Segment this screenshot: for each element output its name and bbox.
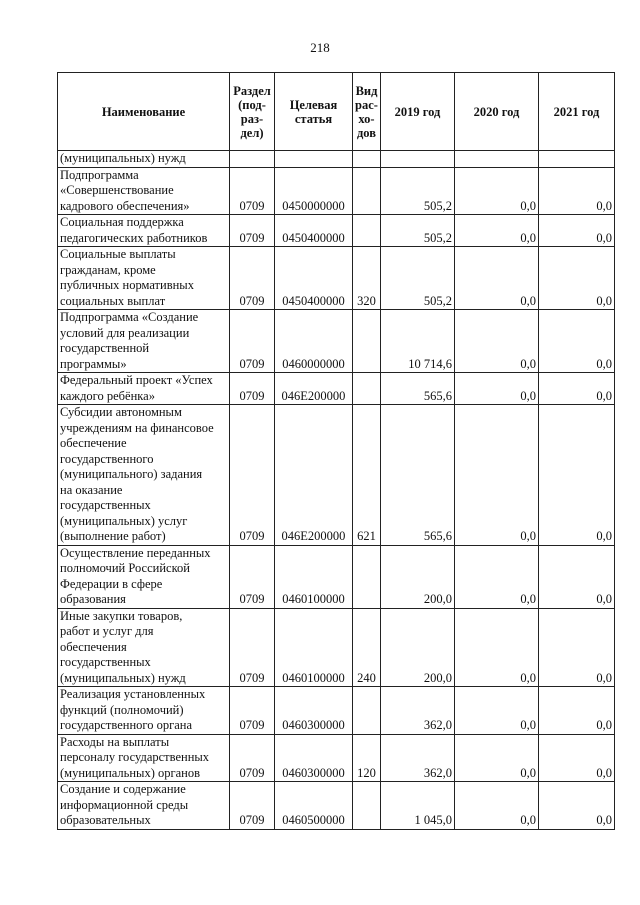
cell-y2019: 565,6 bbox=[381, 405, 455, 546]
cell-name: Субсидии автономным учреждениям на финансовое обеспечение государственного (муниципального) задания на оказание государственных (муниципальных) услуг (выполнение работ) bbox=[58, 405, 230, 546]
cell-section: 0709 bbox=[230, 545, 275, 608]
cell-y2020: 0,0 bbox=[455, 373, 539, 405]
header-2020: 2020 год bbox=[455, 73, 539, 151]
cell-kind bbox=[353, 310, 381, 373]
cell-name: Социальная поддержка педагогических работников bbox=[58, 215, 230, 247]
header-name: Наименование bbox=[58, 73, 230, 151]
header-row bbox=[58, 73, 615, 151]
cell-target: 0460300000 bbox=[275, 734, 353, 782]
cell-section: 0709 bbox=[230, 373, 275, 405]
table-row bbox=[58, 608, 615, 687]
cell-kind: 240 bbox=[353, 608, 381, 687]
cell-y2021: 0,0 bbox=[539, 405, 615, 546]
page-number: 218 bbox=[310, 40, 330, 55]
cell-section: 0709 bbox=[230, 734, 275, 782]
cell-y2019 bbox=[381, 151, 455, 168]
cell-y2019: 362,0 bbox=[381, 734, 455, 782]
cell-y2021: 0,0 bbox=[539, 247, 615, 310]
cell-kind bbox=[353, 373, 381, 405]
table-row bbox=[58, 373, 615, 405]
table-row bbox=[58, 167, 615, 215]
cell-y2020: 0,0 bbox=[455, 782, 539, 830]
cell-y2020: 0,0 bbox=[455, 247, 539, 310]
cell-kind bbox=[353, 167, 381, 215]
cell-section: 0709 bbox=[230, 310, 275, 373]
table-row bbox=[58, 405, 615, 546]
cell-target: 0460300000 bbox=[275, 687, 353, 735]
table-row bbox=[58, 687, 615, 735]
cell-y2019: 505,2 bbox=[381, 247, 455, 310]
cell-kind: 320 bbox=[353, 247, 381, 310]
cell-y2019: 200,0 bbox=[381, 608, 455, 687]
cell-name: Подпрограмма «Совершенствование кадрового обеспечения» bbox=[58, 167, 230, 215]
cell-section: 0709 bbox=[230, 167, 275, 215]
cell-y2020 bbox=[455, 151, 539, 168]
cell-y2021: 0,0 bbox=[539, 310, 615, 373]
cell-name: Социальные выплаты гражданам, кроме публичных нормативных социальных выплат bbox=[58, 247, 230, 310]
table-row bbox=[58, 310, 615, 373]
cell-kind bbox=[353, 687, 381, 735]
header-2021: 2021 год bbox=[539, 73, 615, 151]
cell-y2019: 565,6 bbox=[381, 373, 455, 405]
table-row bbox=[58, 151, 615, 168]
cell-section: 0709 bbox=[230, 608, 275, 687]
cell-y2020: 0,0 bbox=[455, 687, 539, 735]
cell-y2021: 0,0 bbox=[539, 545, 615, 608]
cell-name: Реализация установленных функций (полномочий) государственного органа bbox=[58, 687, 230, 735]
cell-y2021 bbox=[539, 151, 615, 168]
cell-name: Осуществление переданных полномочий Российской Федерации в сфере образования bbox=[58, 545, 230, 608]
cell-target: 0450400000 bbox=[275, 215, 353, 247]
cell-name: Расходы на выплаты персоналу государственных (муниципальных) органов bbox=[58, 734, 230, 782]
cell-y2021: 0,0 bbox=[539, 608, 615, 687]
cell-target: 0460000000 bbox=[275, 310, 353, 373]
cell-kind bbox=[353, 545, 381, 608]
cell-name: Федеральный проект «Успех каждого ребёнка» bbox=[58, 373, 230, 405]
cell-y2020: 0,0 bbox=[455, 608, 539, 687]
cell-y2019: 1 045,0 bbox=[381, 782, 455, 830]
cell-section: 0709 bbox=[230, 247, 275, 310]
cell-target: 0450000000 bbox=[275, 167, 353, 215]
cell-y2021: 0,0 bbox=[539, 782, 615, 830]
cell-y2020: 0,0 bbox=[455, 405, 539, 546]
cell-y2019: 362,0 bbox=[381, 687, 455, 735]
header-kind: Вид рас- хо- дов bbox=[353, 73, 381, 151]
cell-kind: 120 bbox=[353, 734, 381, 782]
header-2019: 2019 год bbox=[381, 73, 455, 151]
cell-y2020: 0,0 bbox=[455, 215, 539, 247]
cell-target: 0460500000 bbox=[275, 782, 353, 830]
cell-y2021: 0,0 bbox=[539, 373, 615, 405]
cell-name: Подпрограмма «Создание условий для реализации государственной программы» bbox=[58, 310, 230, 373]
cell-target: 0450400000 bbox=[275, 247, 353, 310]
cell-section: 0709 bbox=[230, 405, 275, 546]
header-section: Раздел (под- раз- дел) bbox=[230, 73, 275, 151]
table-row bbox=[58, 734, 615, 782]
cell-y2019: 200,0 bbox=[381, 545, 455, 608]
cell-section: 0709 bbox=[230, 782, 275, 830]
cell-name: Иные закупки товаров, работ и услуг для обеспечения государственных (муниципальных) нужд bbox=[58, 608, 230, 687]
table-row bbox=[58, 782, 615, 830]
cell-y2020: 0,0 bbox=[455, 310, 539, 373]
cell-y2019: 505,2 bbox=[381, 167, 455, 215]
cell-y2020: 0,0 bbox=[455, 734, 539, 782]
table-row bbox=[58, 545, 615, 608]
cell-y2021: 0,0 bbox=[539, 687, 615, 735]
cell-y2020: 0,0 bbox=[455, 167, 539, 215]
cell-target: 046E200000 bbox=[275, 373, 353, 405]
cell-y2019: 10 714,6 bbox=[381, 310, 455, 373]
cell-target bbox=[275, 151, 353, 168]
cell-kind: 621 bbox=[353, 405, 381, 546]
cell-y2021: 0,0 bbox=[539, 167, 615, 215]
cell-kind bbox=[353, 215, 381, 247]
cell-y2021: 0,0 bbox=[539, 734, 615, 782]
cell-section: 0709 bbox=[230, 215, 275, 247]
cell-y2020: 0,0 bbox=[455, 545, 539, 608]
cell-section: 0709 bbox=[230, 687, 275, 735]
cell-name: Создание и содержание информационной среды образовательных bbox=[58, 782, 230, 830]
cell-y2019: 505,2 bbox=[381, 215, 455, 247]
cell-target: 0460100000 bbox=[275, 608, 353, 687]
cell-section bbox=[230, 151, 275, 168]
table-row bbox=[58, 215, 615, 247]
cell-kind bbox=[353, 151, 381, 168]
cell-y2021: 0,0 bbox=[539, 215, 615, 247]
table-row bbox=[58, 247, 615, 310]
header-target: Целевая статья bbox=[275, 73, 353, 151]
cell-name: (муниципальных) нужд bbox=[58, 151, 230, 168]
cell-target: 0460100000 bbox=[275, 545, 353, 608]
cell-target: 046E200000 bbox=[275, 405, 353, 546]
budget-table bbox=[57, 72, 615, 830]
cell-kind bbox=[353, 782, 381, 830]
